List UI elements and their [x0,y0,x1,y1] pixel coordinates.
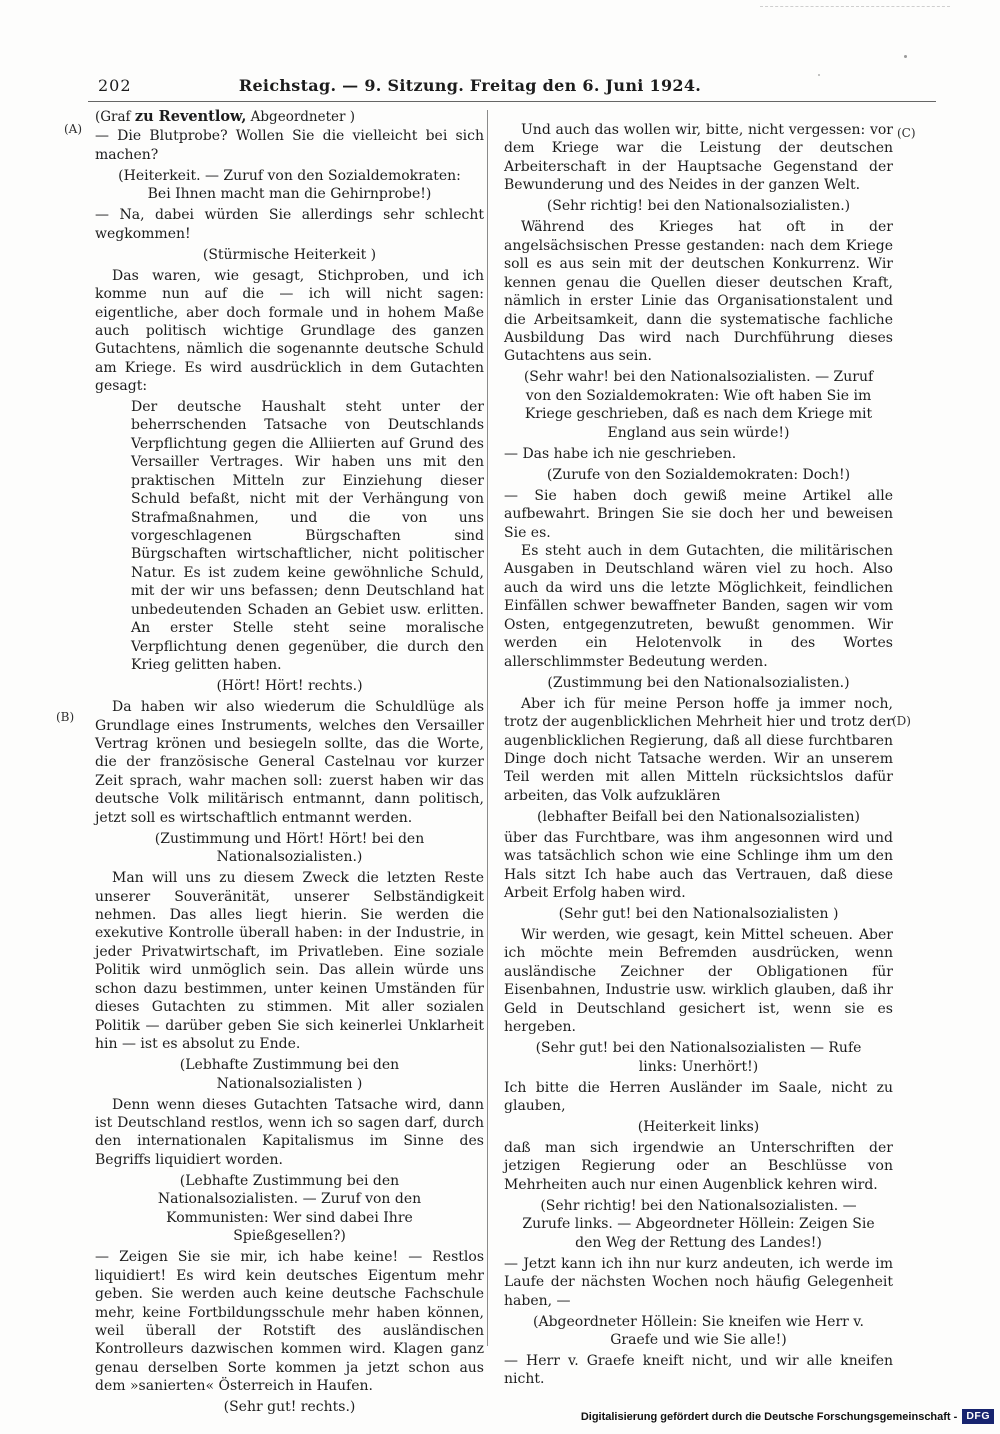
interjection: (Heiterkeit links) [637,1119,760,1136]
speech-paragraph: — Sie haben doch gewiß meine Artikel alle aufbewahrt. Bringen Sie sie doch her und beweisen Sie es. [504,487,893,541]
interjection: (Sehr richtig! bei den Nationalsozialisten.) [546,198,851,215]
interjection: (Hört! Hört! rechts.) [216,678,363,695]
speech-paragraph: Ich bitte die Herren Ausländer im Saale, nicht zu glauben, [504,1079,893,1115]
header-rule [88,101,936,102]
margin-marker-c: (C) [897,126,916,140]
margin-marker-b: (B) [56,710,75,724]
interjection: (Sehr gut! bei den Nationalsozialisten ) [558,906,839,923]
speech-paragraph: daß man sich irgendwie an Unterschriften der jetzigen Regierung oder an Beschlüsse von Mehrheiten auch nur einen Augenblick kehren wird. [504,1140,893,1193]
speech-paragraph: über das Furchtbare, was ihm angesonnen wird und was tatsächlich schon wie eine Schlinge ihm um den Hals sitzt Ich habe auch das Vertrauen, daß diese Arbeit Erfolg haben wird. [504,829,893,902]
footer-credit-text: Digitalisierung gefördert durch die Deutsche Forschungsgemeinschaft - [580,1410,958,1423]
interjection: (Lebhafte Zustimmung bei den Nationalsozialisten. — Zuruf von den Kommunisten: Wer sind dabei Ihre Spießgesellen?) [157,1172,422,1245]
right-column [504,121,893,1389]
speech-paragraph: — Na, dabei würden Sie allerdings sehr schlecht wegkommen! [95,207,484,242]
speech-paragraph: Und auch das wollen wir, bitte, nicht vergessen: vor dem Kriege war die Leistung der deutschen Arbeiterschaft in der Hauptsache Gegenstand der Bewunderung und des Neides in der ganzen Welt. [504,122,893,194]
speech-paragraph: Aber ich für meine Person hoffe ja immer noch, trotz der augenblicklichen Mehrheit hier und trotz der augenblicklichen Regierung, daß all diese furchtbaren Dinge doch nicht Tatsache werden. Wir an unserem Teil werden mit allen Mitteln rücksichtslos dafür arbeiten, das Volk aufzuklären [504,695,893,804]
speech-paragraph: Es steht auch in dem Gutachten, die militärischen Ausgaben in Deutschland wären viel zu hoch. Also auch da wird uns die letzte Möglichkeit, feindlichen Einfällen schwer bewaffneter Banden, sagen wir vom Osten, entgegenzutreten, bewußt genommen. Wir werden ein Helotenvolk in des Wortes allerschlimmster Bedeutung werden. [504,542,893,670]
margin-marker-a: (A) [64,122,83,136]
speech-paragraph: Man will uns zu diesem Zweck die letzten Reste unserer Souveränität, unserer Selbständigkeit nehmen. Das alles liegt hierin. Sie werden die exekutive Kontrolle überall haben: in der Industrie, in jeder Privatwirtschaft, im Privatleben. Eine soziale Politik wird unmöglich sein. Das allein würde uns schon dazu bestimmen, unter keinen Umständen für dieses Gutachten zu stimmen. Mit aller sozialen Politik — darüber geben Sie sich keinerlei Unklarheit hin — ist es absolut zu Ende. [95,870,484,1053]
interjection: (Zustimmung und Hört! Hört! bei den Nationalsozialisten.) [154,830,425,866]
speaker-suffix: Abgeordneter ) [246,109,356,125]
interjection: (Sehr gut! rechts.) [223,1399,356,1416]
interjection: (Zustimmung bei den Nationalsozialisten.) [547,674,850,691]
speaker-line [95,108,484,126]
page-number: 202 [98,76,132,95]
speaker-prefix: (Graf [95,109,135,125]
speech-paragraph: Denn wenn dieses Gutachten Tatsache wird, dann ist Deutschland restlos, wenn ich so sagen darf, durch den internationalen Kapitalismus im Sinne des Begriffs liquidiert worden. [95,1096,484,1168]
left-column [95,108,484,1419]
interjection: (Lebhafte Zustimmung bei den Nationalsozialisten ) [179,1057,400,1092]
interjection: (Sehr richtig! bei den Nationalsozialisten. — Zurufe links. — Abgeordneter Höllein: Zeigen Sie den Weg der Rettung des Landes!) [522,1197,875,1251]
speech-paragraph: Das waren, wie gesagt, Stichproben, und ich komme nun auf die — ich will nicht sagen: eigentliche, aber doch formale und in hohem Maße auch politisch wichtige Grundlage des ganzen Gutachtens, nämlich die sogenannte deutsche Schuld am Kriege. Es wird ausdrücklich in dem Gutachten gesagt: [95,267,484,395]
interjection: (Sehr gut! bei den Nationalsozialisten — Rufe links: Unerhört!) [535,1040,862,1075]
speech-paragraph: Da haben wir also wiederum die Schuldlüge als Grundlage eines Instruments, welches den Versailler Vertrag krönen und besiegeln sollte, das die Worte, die der französische General Castelnau vor kurzer Zeit sprach, wahr machen soll: zuerst haben wir das deutsche Volk militärisch entmannt, dann politisch, jetzt soll es wirtschaftlich entmannt werden. [95,699,484,826]
scan-artifact [760,6,950,7]
interjection: (Sehr wahr! bei den Nationalsozialisten. — Zuruf von den Sozialdemokraten: Wie oft haben Sie im Kriege geschrieben, daß es nach dem Kriege mit England aus sein würde!) [523,369,874,441]
interjection: (Zurufe von den Sozialdemokraten: Doch!) [546,466,851,483]
interjection: (lebhafter Beifall bei den Nationalsozialisten) [537,808,860,825]
interjection: (Heiterkeit. — Zuruf von den Sozialdemokraten: Bei Ihnen macht man die Gehirnprobe!) [118,167,461,203]
speech-paragraph: — Zeigen Sie sie mir, ich habe keine! — Restlos liquidiert! Es wird kein deutsches Eigentum mehr geben. Sie werden auch keine deutsche Fachschule mehr, keine Fortbildungsschule mehr haben können, weil überall der Rotstift des ausländischen Kontrolleurs dazwischen kommen wird. Klagen ganz genau derselben Sorte kommen ja jetzt schon aus dem »sanierten« Österreich in Haufen. [95,1249,484,1395]
speech-paragraph: — Jetzt kann ich ihn nur kurz andeuten, ich werde im Laufe der nächsten Wochen noch häufig Gelegenheit haben, — [504,1255,893,1309]
speech-paragraph: Während des Krieges hat oft in der angelsächsischen Presse gestanden: nach dem Kriege soll es aus sein mit der deutschen Konkurrenz. Wir kennen genau die Quellen dieser deutschen Kraft, nämlich in erster Linie das Organisationstalent und die Arbeitsamkeit, dann die systematische fachliche Ausbildung Das wird nach Durchführung dieses Gutachtens aus sein. [504,219,893,365]
interjection: (Abgeordneter Höllein: Sie kneifen wie Herr v. Graefe und wie Sie alle!) [533,1313,864,1349]
speech-paragraph: Wir werden, wie gesagt, kein Mittel scheuen. Aber ich möchte mein Befremden ausdrücken, wenn ausländische Zeichner der Obligationen für Eisenbahnen, Industrie usw. wirklich glauben, daß ihr Geld in Deutschland gesichert ist, wenn sie es hergeben. [504,927,893,1036]
column-divider [487,110,488,1346]
dfg-logo: DFG [962,1409,994,1424]
speaker-name: zu Reventlow, [134,108,247,125]
page-header-title: Reichstag. — 9. Sitzung. Freitag den 6. Juni 1924. [238,76,702,95]
interjection: (Stürmische Heiterkeit ) [202,246,377,263]
speech-paragraph: — Die Blutprobe? Wollen Sie die vielleicht bei sich machen? [95,128,484,163]
speech-paragraph: — Das habe ich nie geschrieben. [504,445,737,462]
footer-credit [581,1409,994,1424]
scan-artifact [904,55,907,58]
speech-paragraph: — Herr v. Graefe kneift nicht, und wir alle kneifen nicht. [504,1353,893,1388]
margin-marker-d: (D) [892,714,911,728]
block-quote: Der deutsche Haushalt steht unter der beherrschenden Tatsache von Deutschlands Verpflichtung gegen die Alliierten auf Grund des Versailler Vertrages. Wir haben uns mit den praktischen Mitteln zur Einziehung dieser Schuld befaßt, nicht mit der Verhängung von Strafmaßnahmen, und die von uns vorgeschlagenen Bürgschaften sind Bürgschaften wirtschaftlicher, nicht politischer Natur. Es ist zudem keine gewöhnliche Schuld, mit der wir uns befassen; denn Deutschland hat unbedeutenden Schaden an Gebiet usw. erlitten. An erster Stelle steht seine moralische Verpflichtung denen gegenüber, die durch den Krieg gelitten haben. [131,398,484,674]
